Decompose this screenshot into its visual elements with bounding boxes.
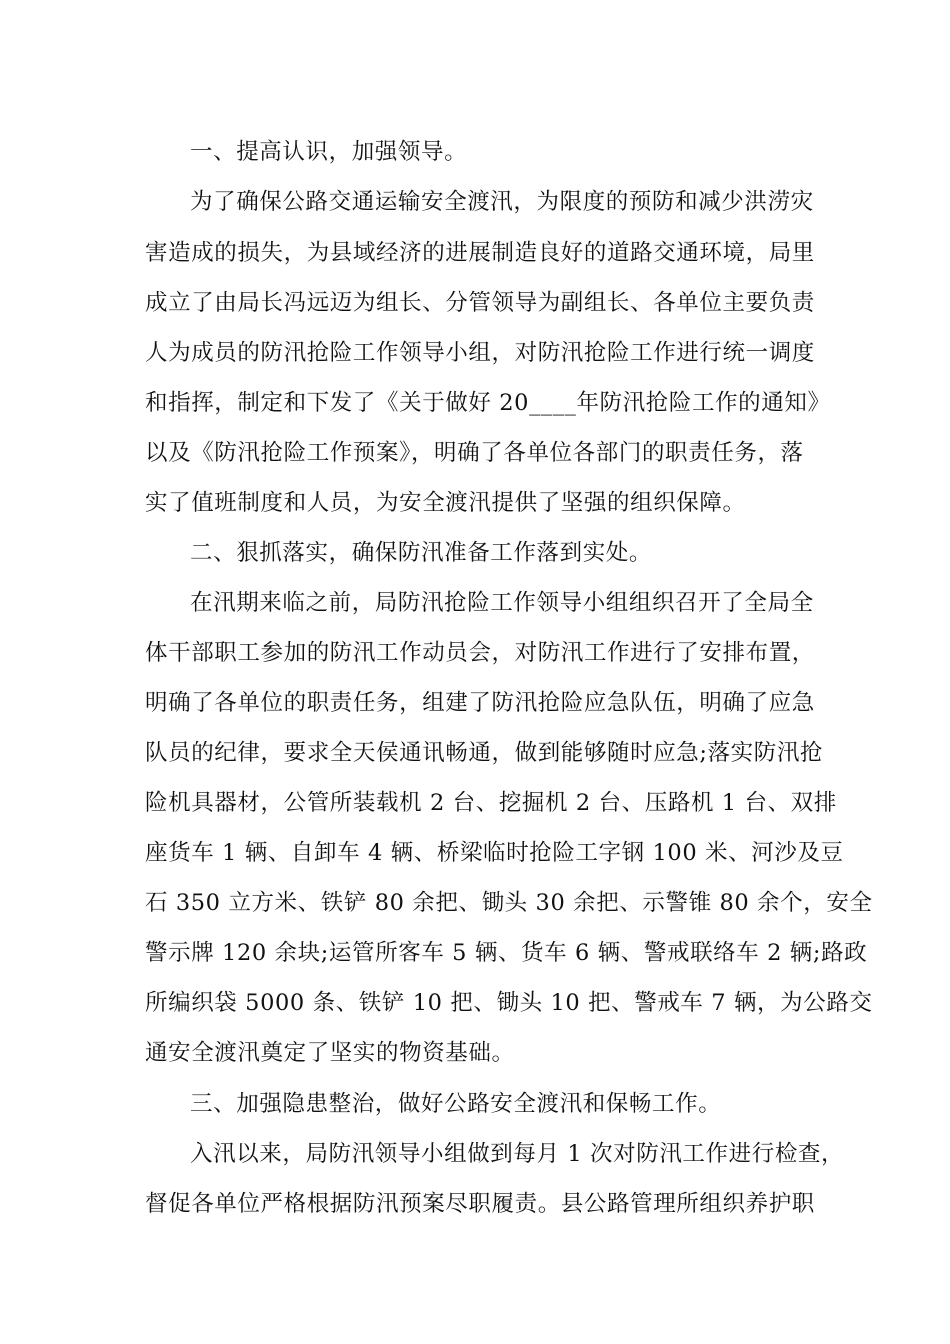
heading-3: 三、加强隐患整治，做好公路安全渡汛和保畅工作。	[190, 1091, 722, 1117]
paragraph-line: 体干部职工参加的防汛工作动员会，对防汛工作进行了安排布置，	[145, 640, 815, 666]
paragraph-line: 险机具器材，公管所装载机 2 台、挖掘机 2 台、压路机 1 台、双排	[145, 790, 837, 816]
paragraph-line: 督促各单位严格根据防汛预案尽职履责。县公路管理所组织养护职	[145, 1191, 815, 1217]
paragraph-line: 实了值班制度和人员，为安全渡汛提供了坚强的组织保障。	[145, 490, 746, 516]
paragraph-line: 座货车 1 辆、自卸车 4 辆、桥梁临时抢险工字钢 100 米、河沙及豆	[145, 840, 844, 866]
paragraph-line: 在汛期来临之前，局防汛抢险工作领导小组组织召开了全局全	[190, 590, 814, 616]
paragraph-line: 人为成员的防汛抢险工作领导小组，对防汛抢险工作进行统一调度	[145, 340, 815, 366]
heading-2: 二、狠抓落实，确保防汛准备工作落到实处。	[190, 540, 653, 566]
heading-1: 一、提高认识，加强领导。	[190, 139, 468, 165]
paragraph-line: 明确了各单位的职责任务，组建了防汛抢险应急队伍，明确了应急	[145, 690, 815, 716]
paragraph-line: 入汛以来，局防汛领导小组做到每月 1 次对防汛工作进行检查，	[190, 1141, 845, 1167]
paragraph-line: 石 350 立方米、铁铲 80 余把、锄头 30 余把、示警锥 80 余个，安全	[145, 890, 873, 916]
paragraph-line: 以及《防汛抢险工作预案》，明确了各单位各部门的职责任务，落	[145, 440, 804, 466]
paragraph-line: 所编织袋 5000 条、铁铲 10 把、锄头 10 把、警戒车 7 辆，为公路交	[145, 990, 873, 1016]
paragraph-line: 成立了由局长冯远迈为组长、分管领导为副组长、各单位主要负责	[145, 290, 815, 316]
paragraph-line: 队员的纪律，要求全天侯通讯畅通，做到能够随时应急;落实防汛抢	[145, 740, 824, 766]
paragraph-line: 害造成的损失，为县域经济的进展制造良好的道路交通环境，局里	[145, 240, 815, 266]
paragraph-line: 通安全渡汛奠定了坚实的物资基础。	[145, 1040, 515, 1066]
paragraph-line: 和指挥，制定和下发了《关于做好 20____年防汛抢险工作的通知》	[145, 390, 831, 416]
paragraph-line: 为了确保公路交通运输安全渡汛，为限度的预防和减少洪涝灾	[190, 189, 814, 215]
paragraph-line: 警示牌 120 余块;运管所客车 5 辆、货车 6 辆、警戒联络车 2 辆;路政	[145, 940, 868, 966]
